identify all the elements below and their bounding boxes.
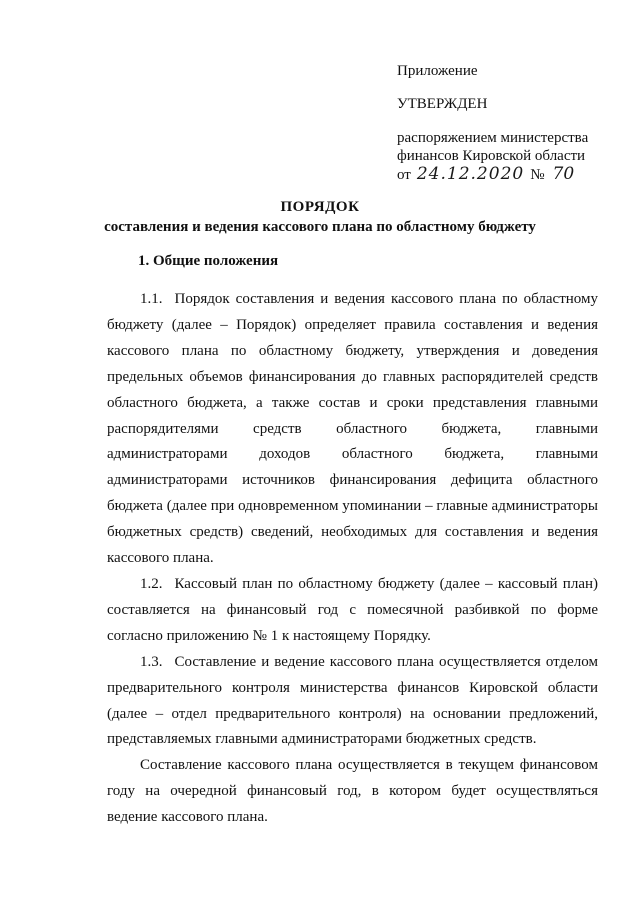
body-text [107, 287, 598, 831]
paragraph-1-3-continued [107, 753, 598, 831]
paragraph-text: Составление и ведение кассового плана осуществляется отделом предварительного контроля министерства финансов Кировской области (далее – отдел предварительного контроля) на основании предложений, представляемых главными администраторами бюджетных средств. [107, 653, 598, 748]
paragraph-number: 1.2. [140, 575, 163, 592]
paragraph-text: Кассовый план по областному бюджету (далее – кассовый план) составляется на финансовый год с помесячной разбивкой по форме согласно приложению № 1 к настоящему Порядку. [107, 575, 598, 644]
paragraph-1-3 [107, 650, 598, 754]
paragraph-text: Порядок составления и ведения кассового плана по областному бюджету (далее – Порядок) определяет правила составления и ведения кассового плана по областному бюджету, утверждения и доведения предельных объемов финансирования до главных распорядителей средств областного бюджета, а также состав и сроки представления главными распорядителями средств областного бюджета, главными администраторами доходов областного бюджета, главными администраторами источников финансирования дефицита областного бюджета (далее при одновременном упоминании – главные администраторы бюджетных средств) сведений, необходимых для составления и ведения кассового плана. [107, 291, 598, 567]
order-line-1: распоряжением министерства [397, 130, 589, 146]
approval-block [397, 62, 627, 184]
document-subtitle: составления и ведения кассового плана по областному бюджету [104, 219, 536, 235]
paragraph-1-1 [107, 287, 598, 572]
number-label: № [530, 167, 545, 183]
order-date-line [397, 165, 627, 184]
paragraph-number: 1.1. [140, 291, 163, 307]
order-line-2: финансов Кировской области [397, 148, 586, 164]
approved-label: УТВЕРЖДЕН [397, 96, 488, 112]
date-prefix: от [397, 167, 411, 183]
section-heading: 1. Общие положения [138, 253, 279, 269]
paragraph-text: Составление кассового плана осуществляется в текущем финансовом году на очередной финансовый год, в котором будет осуществляться ведение кассового плана. [107, 757, 598, 826]
appendix-label: Приложение [397, 63, 478, 79]
handwritten-number: 70 [552, 164, 575, 184]
document-title: ПОРЯДОК [280, 199, 360, 215]
paragraph-1-2 [107, 572, 598, 650]
handwritten-date: 24.12.2020 [416, 164, 525, 184]
paragraph-number: 1.3. [140, 653, 163, 670]
